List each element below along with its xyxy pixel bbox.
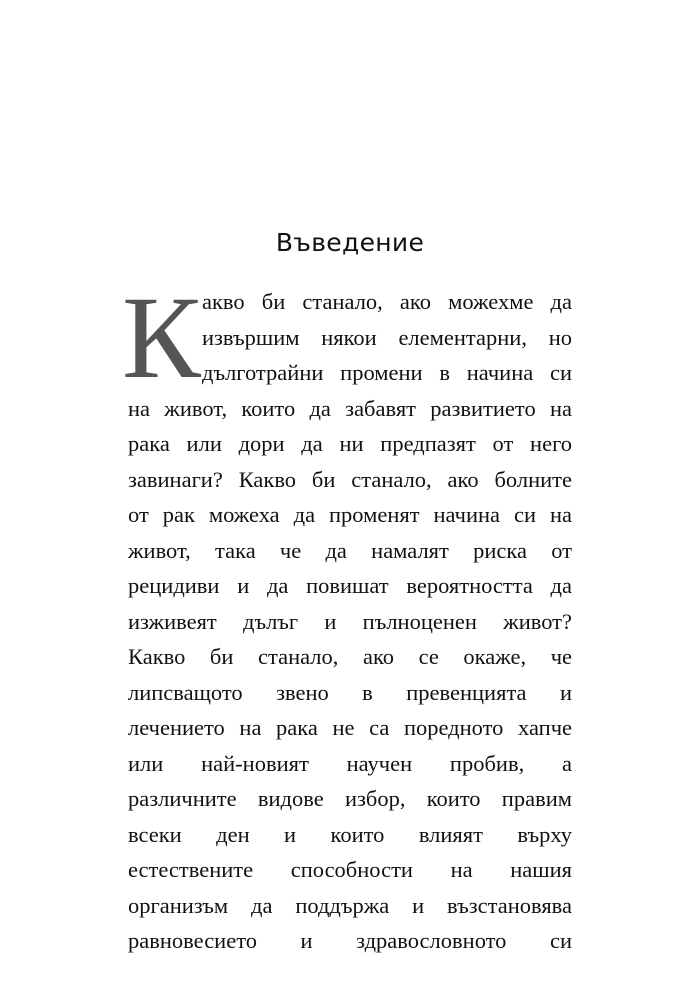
text-line: изживеят дълъг и пълноценен живот? xyxy=(128,608,572,634)
text-line: завинаги? Какво би станало, ако болните xyxy=(128,466,572,492)
chapter-title: Въведение xyxy=(275,228,425,257)
text-line: живот, така че да намалят риска от xyxy=(128,537,572,563)
text-line: дълготрайни промени в начина си xyxy=(202,360,572,385)
text-line: различните видове избор, които правим xyxy=(128,786,572,811)
text-line: рака или дори да ни предпазят от него xyxy=(128,431,572,456)
text-line: лечението на рака не са поредното хапче xyxy=(128,715,572,740)
text-line: организъм да поддържа и възстановява xyxy=(128,892,572,918)
text-line: извършим някои елементарни, но xyxy=(202,324,572,350)
text-line: или най-новият научен пробив, а xyxy=(128,750,572,776)
text-line: естествените способности на нашия xyxy=(128,857,572,882)
text-line: всеки ден и които влияят върху xyxy=(128,821,572,847)
text-line: равновесието и здравословното си xyxy=(128,928,572,953)
text-line: Какво би станало, ако се окаже, че xyxy=(128,644,572,669)
drop-cap: К xyxy=(122,272,201,403)
text-line: от рак можеха да променят начина си на xyxy=(128,502,572,527)
text-line: липсващото звено в превенцията и xyxy=(128,679,572,705)
body-text xyxy=(122,272,572,959)
text-line: рецидиви и да повишат вероятността да xyxy=(128,573,572,598)
text-line: акво би станало, ако можехме да xyxy=(202,289,572,314)
text-line: на живот, които да забавят развитието на xyxy=(128,395,572,421)
